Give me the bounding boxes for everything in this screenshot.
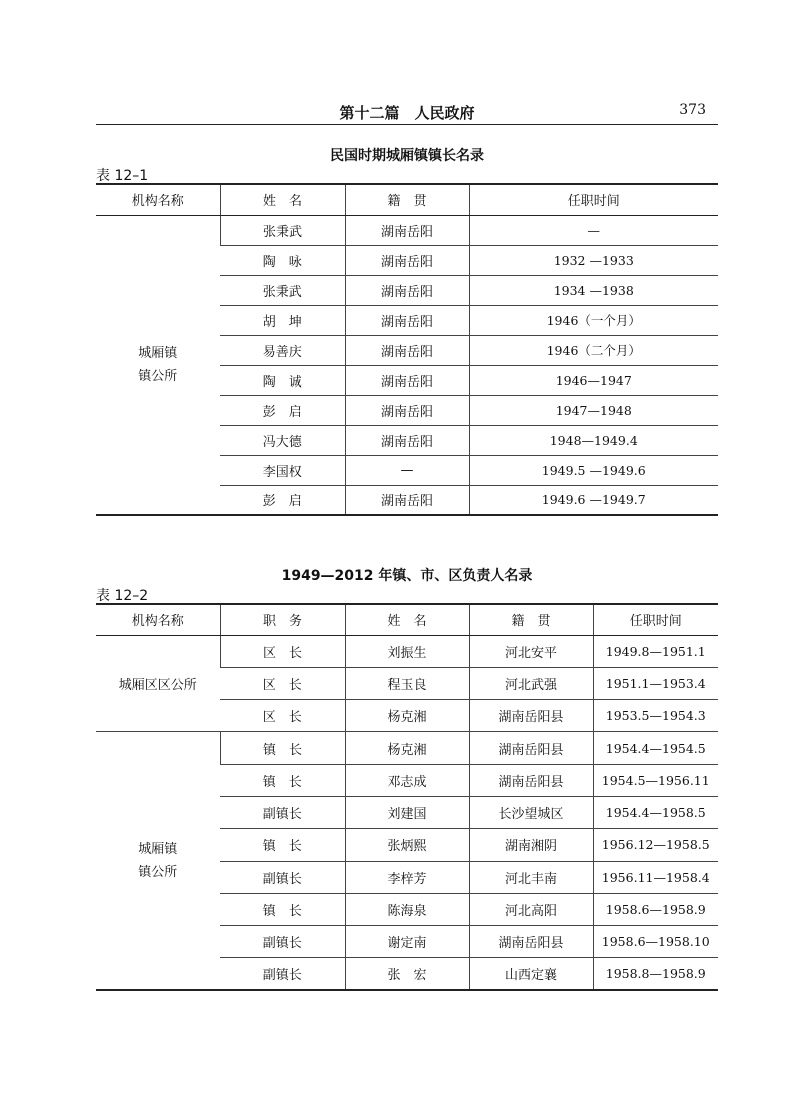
name-cell: 陶 咏 — [220, 245, 345, 275]
column-header: 姓 名 — [345, 604, 469, 635]
position-cell: 区 长 — [220, 667, 345, 699]
column-header: 机构名称 — [96, 184, 220, 215]
name-cell: 李国权 — [220, 455, 345, 485]
origin-cell: 湖南岳阳 — [345, 365, 469, 395]
position-cell: 副镇长 — [220, 926, 345, 958]
page-header — [96, 100, 718, 125]
org-cell: 城厢区区公所 — [96, 635, 220, 732]
name-cell: 刘建国 — [345, 796, 469, 828]
origin-cell: 湖南岳阳 — [345, 395, 469, 425]
org-name: 城厢镇镇公所 — [138, 345, 178, 384]
name-cell: 程玉良 — [345, 667, 469, 699]
origin-cell: 长沙望城区 — [469, 796, 593, 828]
table1-label: 表 12–1 — [96, 168, 149, 184]
column-header: 职 务 — [220, 604, 345, 635]
origin-cell: 湖南岳阳 — [345, 305, 469, 335]
page-number: 373 — [679, 102, 706, 118]
origin-cell: 河北武强 — [469, 667, 593, 699]
term-cell: 1958.6—1958.9 — [593, 893, 718, 925]
table2-title: 1949—2012 年镇、市、区负责人名录 — [281, 568, 533, 584]
name-cell: 彭 启 — [220, 485, 345, 515]
term-cell: 1956.12—1958.5 — [593, 829, 718, 861]
name-cell: 张秉武 — [220, 275, 345, 305]
name-cell: 张 宏 — [345, 958, 469, 990]
term-cell: 1946（一个月） — [469, 305, 718, 335]
name-cell: 杨克湘 — [345, 700, 469, 732]
table-header-row — [96, 184, 718, 215]
column-header: 任职时间 — [469, 184, 718, 215]
term-cell: — — [469, 215, 718, 245]
origin-cell: 湖南岳阳县 — [469, 700, 593, 732]
term-cell: 1958.6—1958.10 — [593, 926, 718, 958]
origin-cell: 湖南岳阳县 — [469, 732, 593, 764]
term-cell: 1946—1947 — [469, 365, 718, 395]
name-cell: 李梓芳 — [345, 861, 469, 893]
org-cell — [96, 732, 220, 990]
position-cell: 副镇长 — [220, 958, 345, 990]
table-row — [96, 635, 718, 667]
column-header: 籍 贯 — [469, 604, 593, 635]
table1-title: 民国时期城厢镇镇长名录 — [330, 148, 484, 164]
table1 — [96, 183, 718, 516]
position-cell: 镇 长 — [220, 732, 345, 764]
name-cell: 胡 坤 — [220, 305, 345, 335]
origin-cell: 湖南岳阳 — [345, 245, 469, 275]
origin-cell: 湖南岳阳 — [345, 485, 469, 515]
term-cell: 1948—1949.4 — [469, 425, 718, 455]
chapter-title: 第十二篇 人民政府 — [339, 104, 475, 122]
origin-cell: 湖南湘阴 — [469, 829, 593, 861]
term-cell: 1956.11—1958.4 — [593, 861, 718, 893]
table-header-row — [96, 604, 718, 635]
origin-cell: 湖南岳阳 — [345, 275, 469, 305]
term-cell: 1958.8—1958.9 — [593, 958, 718, 990]
position-cell: 镇 长 — [220, 764, 345, 796]
term-cell: 1951.1—1953.4 — [593, 667, 718, 699]
term-cell: 1949.6 —1949.7 — [469, 485, 718, 515]
term-cell: 1954.4—1958.5 — [593, 796, 718, 828]
term-cell: 1946（二个月） — [469, 335, 718, 365]
origin-cell: 湖南岳阳 — [345, 215, 469, 245]
column-header: 机构名称 — [96, 604, 220, 635]
column-header: 任职时间 — [593, 604, 718, 635]
org-name: 城厢镇镇公所 — [138, 841, 178, 880]
term-cell: 1949.8—1951.1 — [593, 635, 718, 667]
origin-cell: 湖南岳阳县 — [469, 764, 593, 796]
position-cell: 镇 长 — [220, 829, 345, 861]
origin-cell: 河北安平 — [469, 635, 593, 667]
name-cell: 邓志成 — [345, 764, 469, 796]
column-header: 姓 名 — [220, 184, 345, 215]
position-cell: 副镇长 — [220, 861, 345, 893]
name-cell: 谢定南 — [345, 926, 469, 958]
origin-cell: — — [345, 455, 469, 485]
name-cell: 冯大德 — [220, 425, 345, 455]
table2 — [96, 603, 718, 991]
position-cell: 副镇长 — [220, 796, 345, 828]
term-cell: 1932 —1933 — [469, 245, 718, 275]
term-cell: 1947—1948 — [469, 395, 718, 425]
term-cell: 1954.5—1956.11 — [593, 764, 718, 796]
column-header: 籍 贯 — [345, 184, 469, 215]
term-cell: 1953.5—1954.3 — [593, 700, 718, 732]
name-cell: 张炳熙 — [345, 829, 469, 861]
name-cell: 彭 启 — [220, 395, 345, 425]
position-cell: 区 长 — [220, 700, 345, 732]
name-cell: 易善庆 — [220, 335, 345, 365]
table2-label: 表 12–2 — [96, 588, 149, 604]
position-cell: 区 长 — [220, 635, 345, 667]
origin-cell: 河北丰南 — [469, 861, 593, 893]
org-cell — [96, 215, 220, 515]
name-cell: 杨克湘 — [345, 732, 469, 764]
origin-cell: 湖南岳阳县 — [469, 926, 593, 958]
name-cell: 陶 诚 — [220, 365, 345, 395]
term-cell: 1954.4—1954.5 — [593, 732, 718, 764]
term-cell: 1934 —1938 — [469, 275, 718, 305]
origin-cell: 湖南岳阳 — [345, 335, 469, 365]
position-cell: 镇 长 — [220, 893, 345, 925]
name-cell: 刘振生 — [345, 635, 469, 667]
origin-cell: 河北高阳 — [469, 893, 593, 925]
origin-cell: 湖南岳阳 — [345, 425, 469, 455]
table-row — [96, 215, 718, 245]
table-row — [96, 732, 718, 764]
origin-cell: 山西定襄 — [469, 958, 593, 990]
name-cell: 陈海泉 — [345, 893, 469, 925]
term-cell: 1949.5 —1949.6 — [469, 455, 718, 485]
name-cell: 张秉武 — [220, 215, 345, 245]
